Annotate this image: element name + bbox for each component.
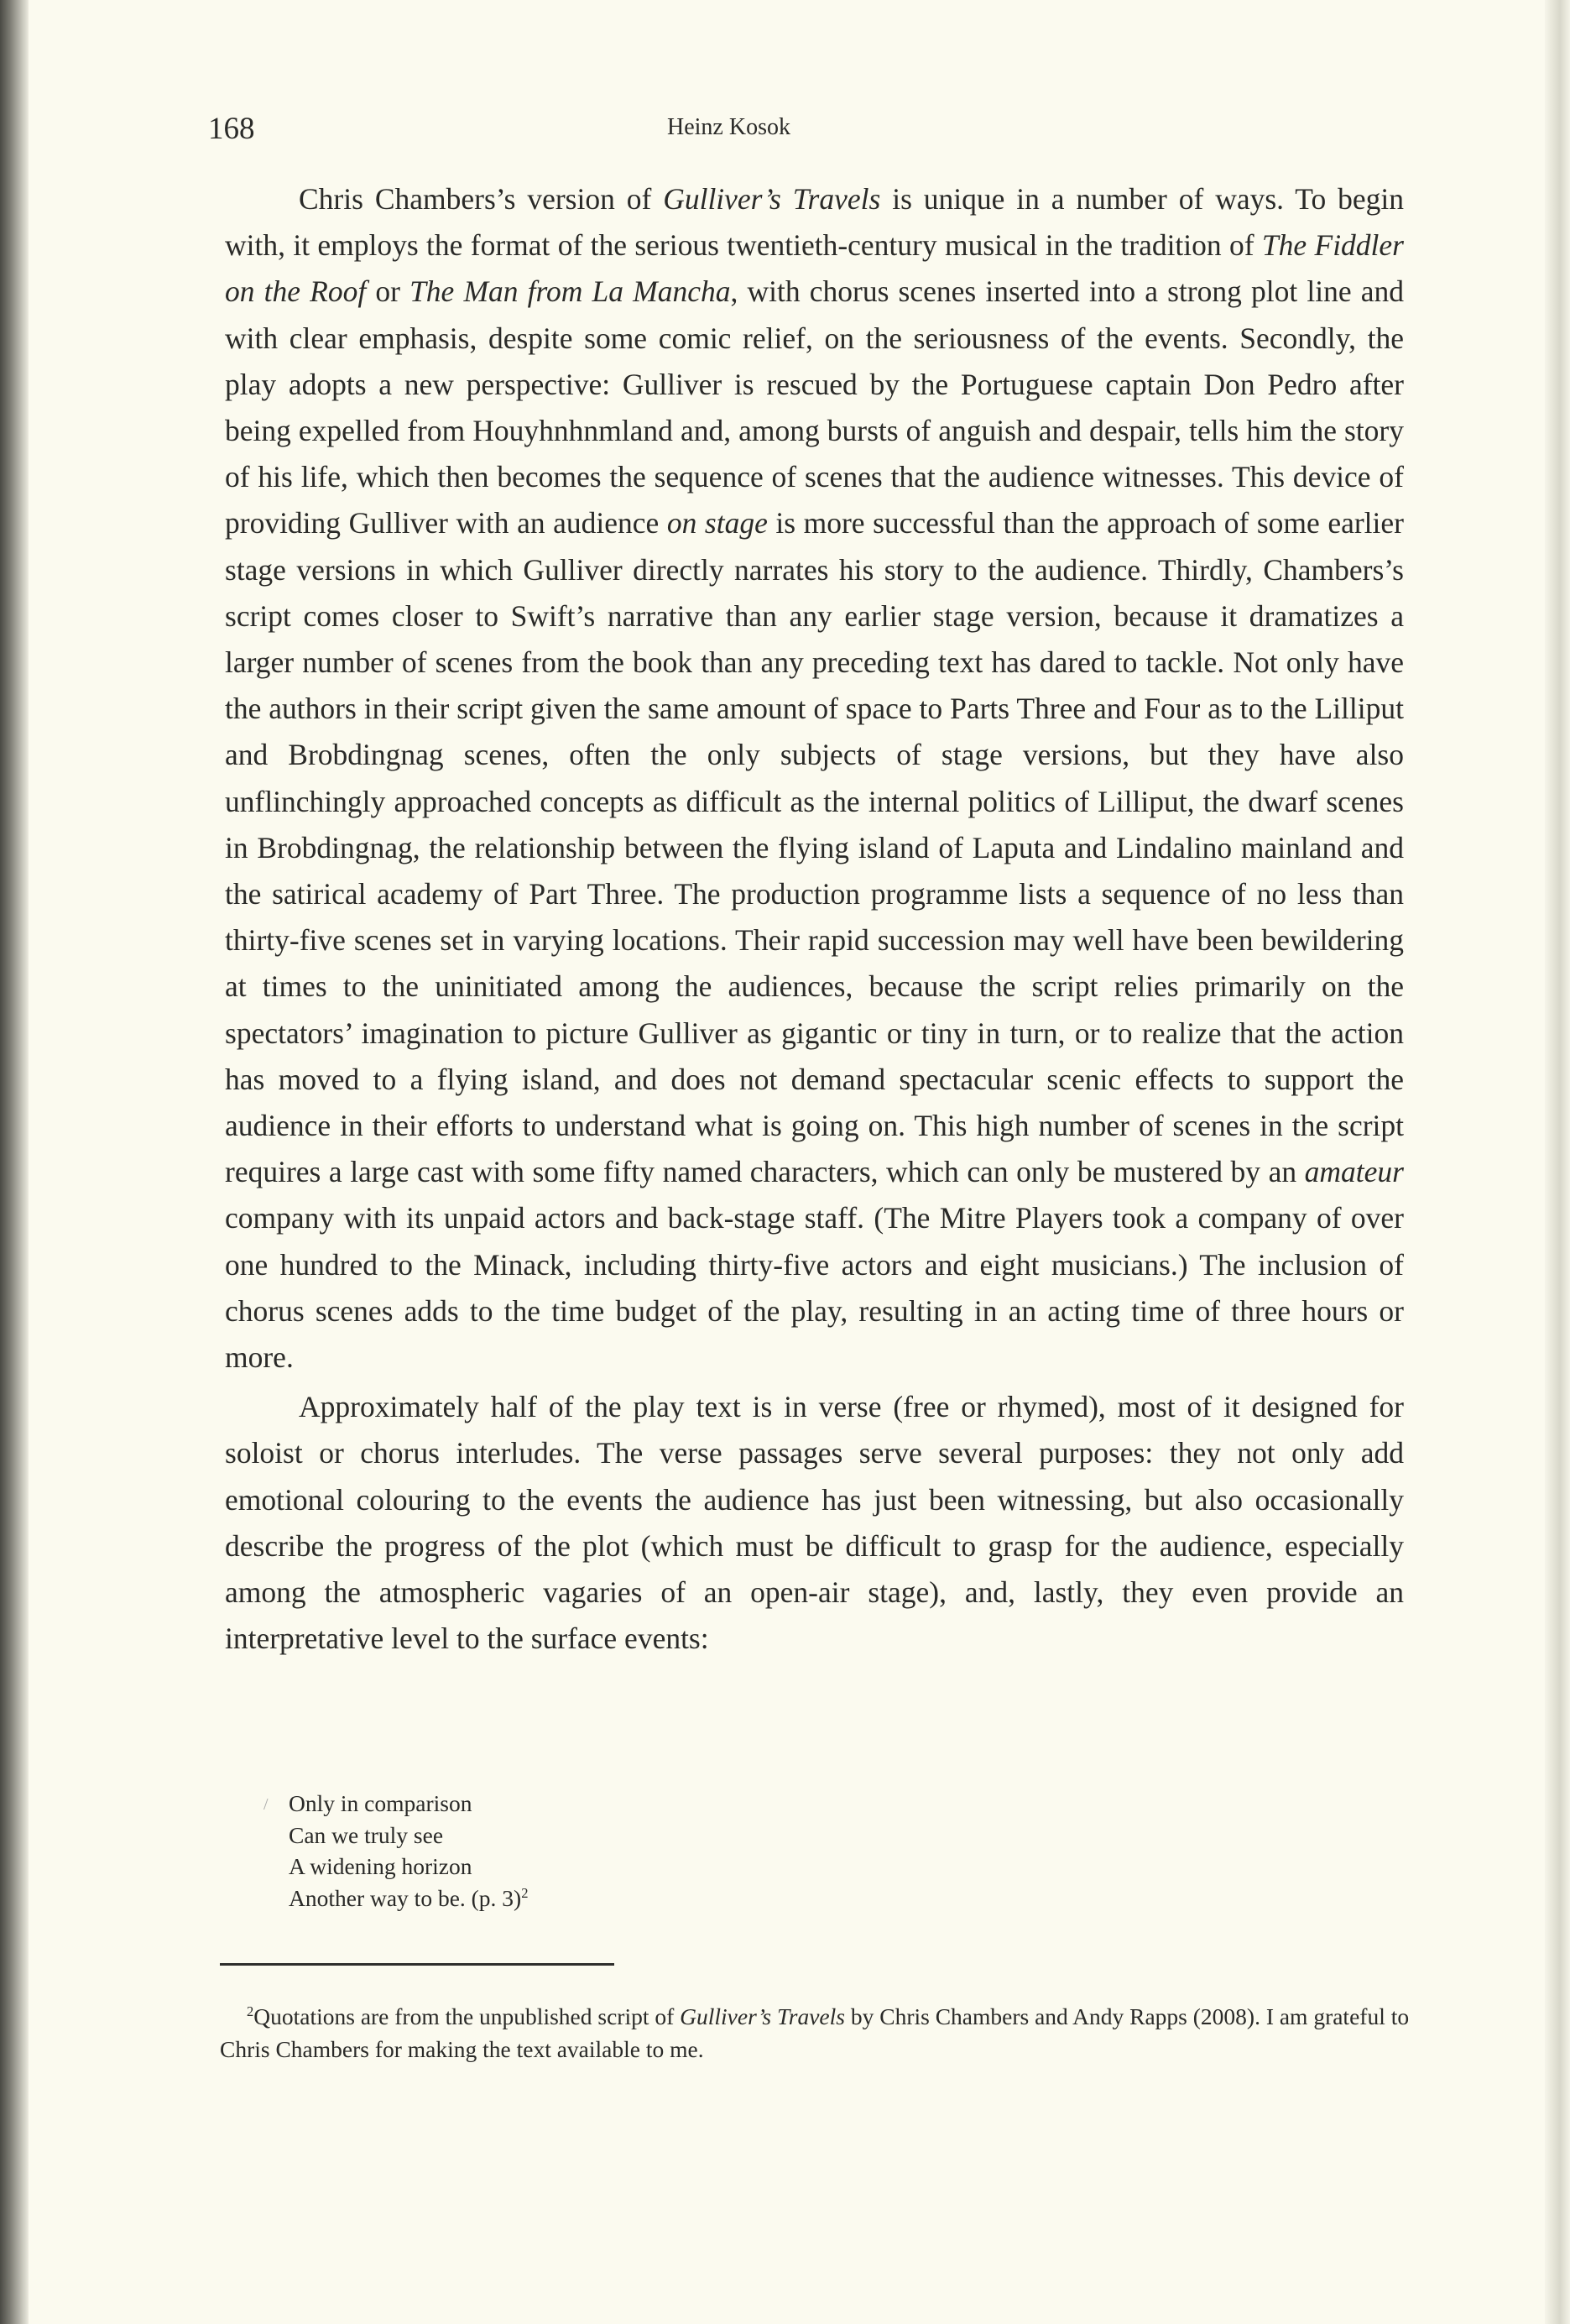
text-run: is unique in a number of ways. To begin with, it employs the format of the serious twentieth-century musical in the tradition of — [225, 182, 1404, 263]
pencil-mark: / — [263, 1795, 269, 1814]
verse-line-text: Another way to be. (p. 3) — [289, 1884, 522, 1911]
running-head-author: Heinz Kosok — [667, 114, 790, 140]
verse-line: Can we truly see — [289, 1821, 444, 1848]
text-run: Quotations are from the unpublished script of — [253, 2003, 681, 2029]
text-run: by Chris Chambers and Andy Rapps (2008). I am grateful to Chris Chambers for making the text available to me. — [220, 2003, 1410, 2062]
book-spine-shadow — [0, 0, 29, 2324]
italic-title: The Man from La Mancha — [409, 274, 731, 309]
verse-line-last — [289, 1883, 528, 1914]
italic-title: Gulliver’s Travels — [680, 2003, 845, 2029]
italic-title: amateur — [1304, 1155, 1404, 1189]
text-run: , with chorus scenes inserted into a strong plot line and with clear emphasis, despite some comic relief, on the seriousness of the events. Secondly, the play adopts a new perspective: Gulliver is rescued by the Portuguese captain Don Pedro after being expelled from Houyhnhnmland and, among bursts of anguish and despair, tells him the story of his life, which then becomes the sequence of scenes that the audience witnesses. This device of providing Gulliver with an audience — [225, 274, 1405, 541]
text-run: is more successful than the approach of some earlier stage versions in which Gulliver directly narrates his story to the audience. Thirdly, Chambers’s script comes closer to Swift’s narrative than any earlier stage version, because it dramatizes a larger number of scenes from the book than any preceding text has dared to tackle. Not only have the authors in their script given the same amount of space to Parts Three and Four as to the Lilliput and Brobdingnag scenes, often the only subjects of stage versions, but they have also unflinchingly approached concepts as difficult as the internal politics of Lilliput, the dwarf scenes in Brobdingnag, the relationship between the flying island of Laputa and Lindalino mainland and the satirical academy of Part Three. The production programme lists a sequence of no less than thirty-five scenes set in varying locations. Their rapid succession may well have been bewildering at times to the uninitiated among the audiences, because the script relies primarily on the spectators’ imagination to picture Gulliver as gigantic or tiny in turn, or to realize that the action has moved to a flying island, and does not demand spectacular scenic effects to support the audience in their efforts to understand what is going on. This high number of scenes in the script requires a large cast with some fifty named characters, which can only be mustered by an — [225, 506, 1404, 1189]
italic-title: The Fiddler on the Roof — [225, 228, 1404, 309]
body-text — [225, 176, 1404, 1663]
text-run: or — [366, 274, 410, 309]
italic-title: on stage — [666, 506, 768, 541]
text-run: Chris Chambers’s version of — [299, 182, 664, 216]
page-number: 168 — [208, 112, 255, 146]
paragraph — [225, 176, 1404, 1381]
verse-line: Only in comparison — [289, 1790, 472, 1816]
footnote-divider — [220, 1963, 614, 1966]
verse-quotation — [263, 1788, 529, 1914]
italic-title: Gulliver’s Travels — [663, 182, 881, 216]
footnote-number: 2 — [247, 2003, 254, 2019]
verse-line: A widening horizon — [289, 1853, 472, 1879]
page-edge — [1545, 0, 1570, 2324]
text-run: company with its unpaid actors and back-stage staff. (The Mitre Players took a company of over one hundred to the Minack, including thirty-five actors and eight musicians.) The inclusion of chorus scenes adds to the time budget of the play, resulting in an acting time of three hours or more. — [225, 1201, 1404, 1375]
paragraph — [225, 1384, 1404, 1662]
footnote — [220, 2000, 1411, 2065]
footnote-text — [220, 2003, 1409, 2062]
footnote-reference[interactable]: 2 — [521, 1884, 529, 1901]
text-run: Approximately half of the play text is in verse (free or rhymed), most of it designed for soloist or chorus interludes. The verse passages serve several purposes: they not only add emotional colouring to the events the audience has just been witnessing, but also occasionally describe the progress of the plot (which must be difficult to grasp for the audience, especially among the atmospheric vagaries of an open-air stage), and, lastly, they even provide an interpretative level to the surface events: — [225, 1390, 1404, 1656]
